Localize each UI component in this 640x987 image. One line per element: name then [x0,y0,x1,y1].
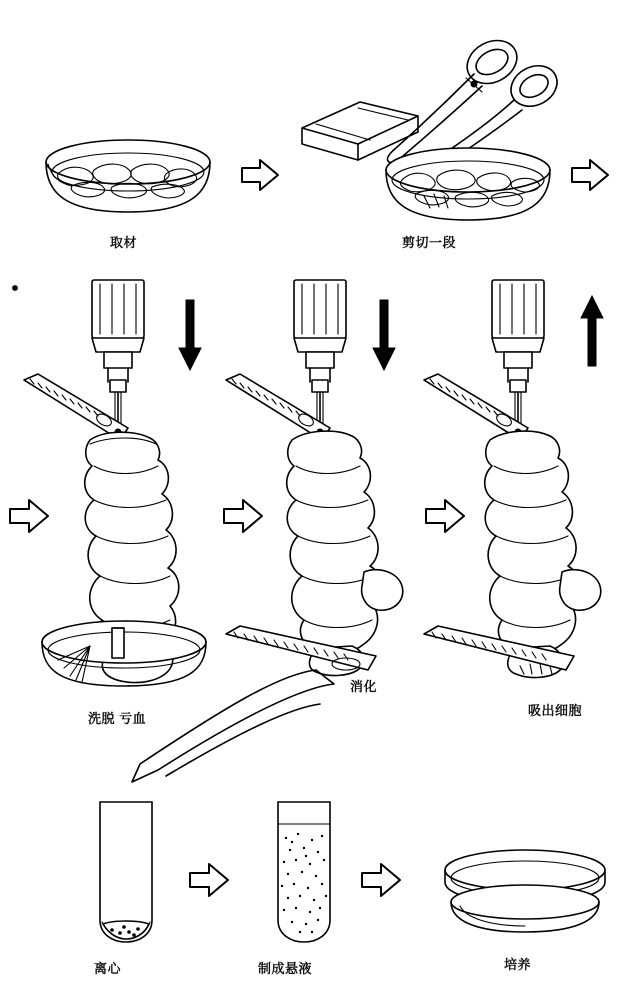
up-arrow-step5 [580,296,604,368]
petri-dish-with-tissue-icon [28,130,228,240]
down-arrow-step3 [178,300,202,372]
step-8-illustration [430,846,620,940]
syringe-washing-icon [20,280,240,700]
caption-step-6: 离心 [94,961,122,976]
petri-dish-culture-icon [430,846,620,940]
test-tube-suspension-icon [262,798,346,948]
caption-step-2: 剪切一段 [402,235,457,250]
scissors-cutting-tissue-icon [296,20,556,235]
down-arrow-step4 [372,300,396,372]
caption-step-7: 制成悬液 [258,961,313,976]
step-6-illustration [84,798,168,948]
flow-connector-band [120,660,440,790]
arrow-step7-to-step8 [360,862,402,898]
arrow-step1-to-step2 [240,158,280,192]
caption-step-3: 洗脱 亏血 [88,711,147,726]
arrow-row1-to-row2 [570,158,610,192]
step-1-illustration [28,130,228,240]
arrow-step6-to-step7 [188,862,230,898]
caption-step-4: 消化 [350,679,378,694]
syringe-digestion-icon [226,280,436,690]
caption-step-8: 培养 [504,957,532,972]
caption-step-5: 吸出细胞 [528,703,583,718]
caption-step-1: 取材 [110,235,138,250]
step-4-illustration [226,280,436,690]
step-3-illustration [20,280,240,700]
step-7-illustration [262,798,346,948]
test-tube-centrifuge-icon [84,798,168,948]
step-2-illustration [296,20,556,235]
